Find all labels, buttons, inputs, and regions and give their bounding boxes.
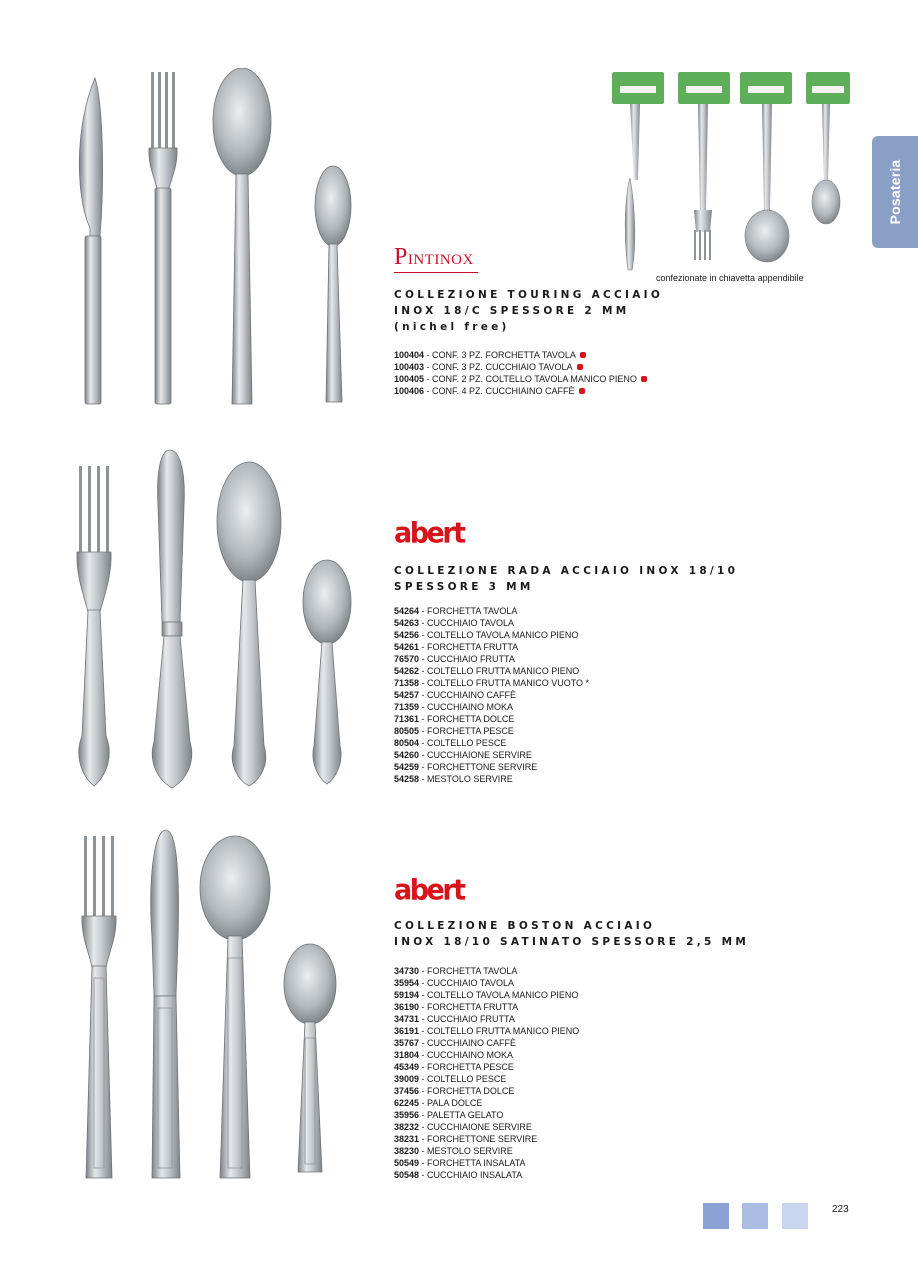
list-item: 54256 - COLTELLO TAVOLA MANICO PIENO bbox=[394, 630, 579, 640]
list-item: 35956 - PALETTA GELATO bbox=[394, 1110, 504, 1120]
fork-icon bbox=[149, 72, 177, 404]
hang-tag-icon bbox=[612, 72, 850, 104]
list-item: 76570 - CUCCHIAIO FRUTTA bbox=[394, 654, 515, 664]
footer-square-2 bbox=[742, 1203, 768, 1229]
list-item: 100406 - CONF. 4 PZ. CUCCHIAINO CAFFÈ bbox=[394, 385, 647, 397]
list-item: 36190 - FORCHETTA FRUTTA bbox=[394, 1002, 519, 1012]
list-item: 100403 - CONF. 3 PZ. CUCCHIAIO TAVOLA bbox=[394, 361, 647, 373]
list-item: 54259 - FORCHETTONE SERVIRE bbox=[394, 762, 538, 772]
list-item: 35767 - CUCCHIAINO CAFFÈ bbox=[394, 1038, 517, 1048]
spoon-icon bbox=[200, 836, 270, 1178]
new-marker-icon bbox=[577, 364, 583, 370]
list-item: 38231 - FORCHETTONE SERVIRE bbox=[394, 1134, 538, 1144]
rada-cutlery-image bbox=[66, 446, 366, 798]
pintinox-logo: PINTINOX bbox=[394, 244, 474, 271]
footer-square-3 bbox=[782, 1203, 808, 1229]
abert-logo: abert bbox=[394, 874, 464, 907]
spoon-icon bbox=[213, 68, 271, 404]
list-item: 54257 - CUCCHIAINO CAFFÈ bbox=[394, 690, 517, 700]
knife-icon bbox=[151, 830, 180, 1178]
list-item: 62245 - PALA DOLCE bbox=[394, 1098, 483, 1108]
touring-product-list bbox=[394, 349, 647, 397]
rada-collection-title: COLLEZIONE RADA ACCIAIO INOX 18/10 SPESSORE 3 MM bbox=[394, 565, 739, 593]
list-item: 36191 - COLTELLO FRUTTA MANICO PIENO bbox=[394, 1026, 580, 1036]
list-item: 100404 - CONF. 3 PZ. FORCHETTA TAVOLA bbox=[394, 349, 647, 361]
teaspoon-icon bbox=[284, 944, 336, 1172]
list-item: 54261 - FORCHETTA FRUTTA bbox=[394, 642, 519, 652]
list-item: 35954 - CUCCHIAIO TAVOLA bbox=[394, 978, 515, 988]
touring-collection-title: COLLEZIONE TOURING ACCIAIO INOX 18/C SPESSORE 2 MM (nichel free) bbox=[394, 289, 664, 333]
list-item: 100405 - CONF. 2 PZ. COLTELLO TAVOLA MANICO PIENO bbox=[394, 373, 647, 385]
list-item: 59194 - COLTELLO TAVOLA MANICO PIENO bbox=[394, 990, 579, 1000]
list-item: 38230 - MESTOLO SERVIRE bbox=[394, 1146, 513, 1156]
list-item: 50549 - FORCHETTA INSALATA bbox=[394, 1158, 526, 1168]
list-item: 37456 - FORCHETTA DOLCE bbox=[394, 1086, 515, 1096]
packaged-cutlery-image bbox=[610, 70, 850, 275]
fork-icon bbox=[77, 466, 111, 786]
knife-icon bbox=[152, 450, 192, 788]
teaspoon-icon bbox=[303, 560, 351, 784]
new-marker-icon bbox=[580, 352, 586, 358]
packaging-caption: confezionate in chiavetta appendibile bbox=[656, 273, 804, 283]
boston-cutlery-image bbox=[74, 828, 354, 1184]
list-item: 54262 - COLTELLO FRUTTA MANICO PIENO bbox=[394, 666, 580, 676]
list-item: 50548 - CUCCHIAIO INSALATA bbox=[394, 1170, 523, 1180]
side-tab-label: Posateria bbox=[887, 159, 903, 225]
list-item: 54258 - MESTOLO SERVIRE bbox=[394, 774, 513, 784]
teaspoon-icon bbox=[315, 166, 351, 402]
side-tab-posateria[interactable] bbox=[872, 136, 918, 248]
rada-product-list bbox=[394, 605, 589, 785]
fork-icon bbox=[82, 836, 116, 1178]
list-item: 39009 - COLTELLO PESCE bbox=[394, 1074, 507, 1084]
list-item: 54260 - CUCCHIAIONE SERVIRE bbox=[394, 750, 532, 760]
list-item: 34731 - CUCCHIAIO FRUTTA bbox=[394, 1014, 515, 1024]
new-marker-icon bbox=[641, 376, 647, 382]
list-item: 38232 - CUCCHIAIONE SERVIRE bbox=[394, 1122, 532, 1132]
list-item: 45349 - FORCHETTA PESCE bbox=[394, 1062, 514, 1072]
knife-icon bbox=[79, 78, 102, 236]
list-item: 71358 - COLTELLO FRUTTA MANICO VUOTO * bbox=[394, 678, 590, 688]
new-marker-icon bbox=[579, 388, 585, 394]
spoon-icon bbox=[217, 462, 281, 786]
list-item: 80504 - COLTELLO PESCE bbox=[394, 738, 507, 748]
page-number: 223 bbox=[832, 1204, 849, 1215]
list-item: 80505 - FORCHETTA PESCE bbox=[394, 726, 514, 736]
touring-cutlery-image bbox=[60, 68, 360, 408]
boston-product-list bbox=[394, 965, 579, 1181]
boston-collection-title: COLLEZIONE BOSTON ACCIAIO INOX 18/10 SATINATO SPESSORE 2,5 MM bbox=[394, 920, 750, 948]
footer-square-1 bbox=[703, 1203, 729, 1229]
list-item: 54264 - FORCHETTA TAVOLA bbox=[394, 606, 518, 616]
list-item: 31804 - CUCCHIAINO MOKA bbox=[394, 1050, 514, 1060]
list-item: 34730 - FORCHETTA TAVOLA bbox=[394, 966, 518, 976]
abert-logo: abert bbox=[394, 517, 464, 550]
list-item: 54263 - CUCCHIAIO TAVOLA bbox=[394, 618, 515, 628]
list-item: 71361 - FORCHETTA DOLCE bbox=[394, 714, 515, 724]
list-item: 71359 - CUCCHIAINO MOKA bbox=[394, 702, 514, 712]
